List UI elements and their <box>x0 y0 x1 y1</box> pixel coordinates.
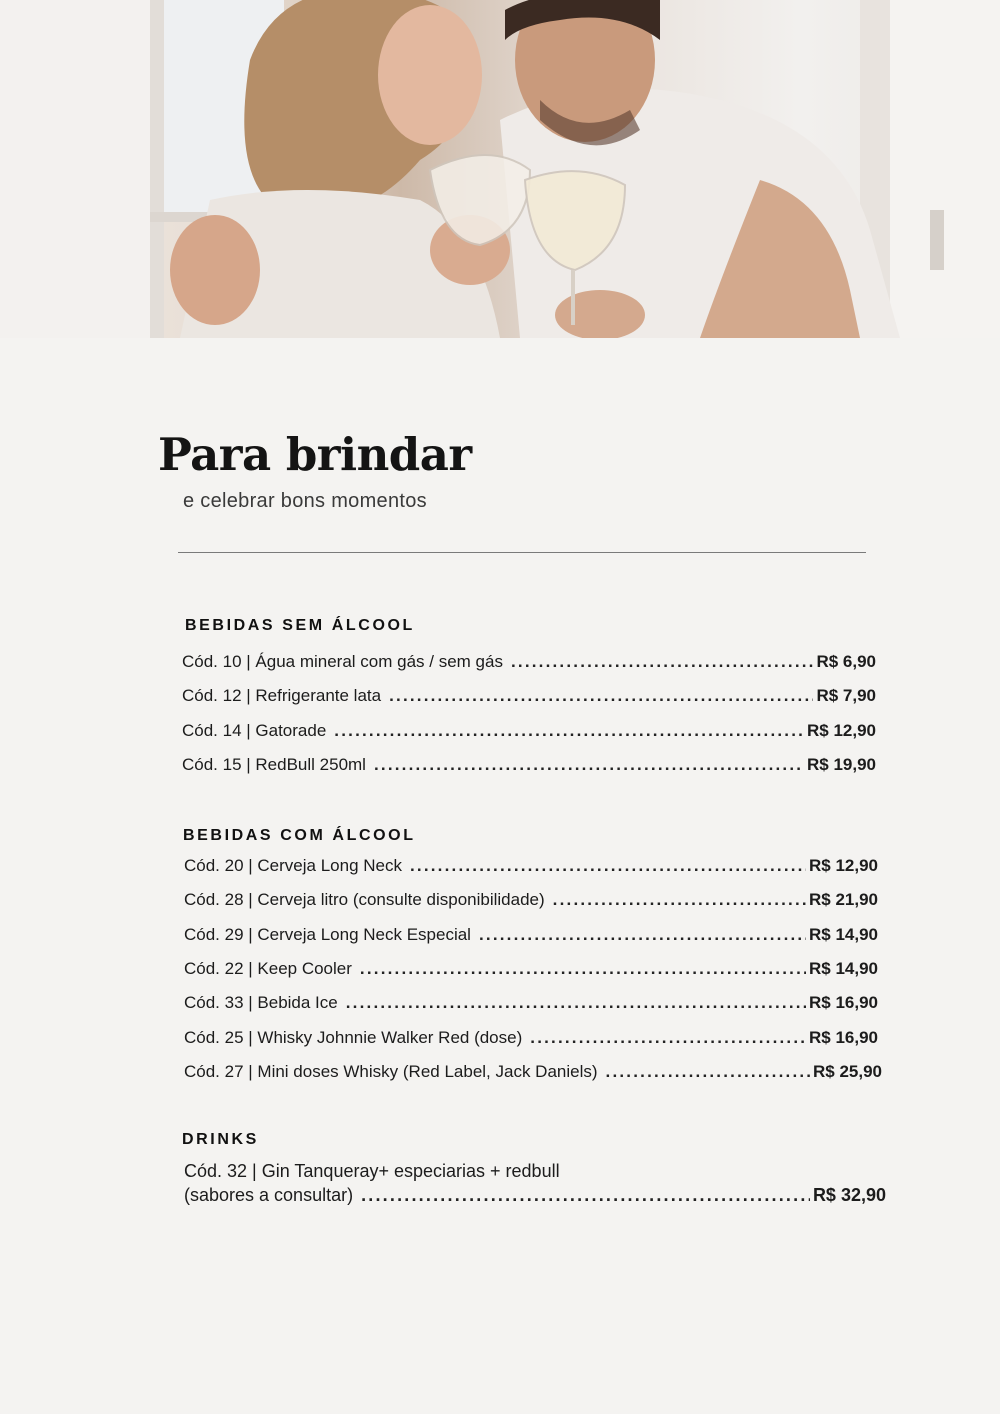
item-name: Cód. 12 | Refrigerante lata <box>182 686 382 705</box>
menu-item <box>184 1185 886 1206</box>
dot-leader <box>334 721 804 741</box>
hero-photo <box>0 0 1000 338</box>
item-price: R$ 6,90 <box>816 652 876 671</box>
menu-item <box>184 925 878 945</box>
dot-leader <box>389 686 813 706</box>
couple-toasting-image <box>0 0 1000 338</box>
item-name: Cód. 10 | Água mineral com gás / sem gás <box>182 652 503 671</box>
dot-leader <box>361 1185 810 1206</box>
dot-leader <box>511 652 813 672</box>
item-name: Cód. 25 | Whisky Johnnie Walker Red (dose) <box>184 1028 523 1047</box>
item-name: Cód. 28 | Cerveja litro (consulte disponibilidade) <box>184 890 545 909</box>
menu-item <box>184 890 878 910</box>
item-price: R$ 14,90 <box>809 959 878 978</box>
page-subtitle: e celebrar bons momentos <box>183 490 427 512</box>
item-price: R$ 12,90 <box>809 856 878 875</box>
dot-leader <box>346 993 806 1013</box>
menu-item <box>182 652 876 672</box>
item-name: Cód. 32 | Gin Tanqueray+ especiarias + redbull <box>184 1161 560 1181</box>
menu-item <box>182 721 876 741</box>
item-price: R$ 16,90 <box>809 1028 878 1047</box>
dot-leader <box>553 890 806 910</box>
title-divider <box>178 552 866 553</box>
dot-leader <box>360 959 806 979</box>
item-name: Cód. 33 | Bebida Ice <box>184 993 338 1012</box>
section-title-sem-alcool: BEBIDAS SEM ÁLCOOL <box>185 617 415 634</box>
menu-item <box>184 1062 882 1082</box>
item-name: Cód. 15 | RedBull 250ml <box>182 755 366 774</box>
menu-item <box>184 993 878 1013</box>
section-title-drinks: DRINKS <box>182 1131 259 1148</box>
item-name: Cód. 14 | Gatorade <box>182 721 327 740</box>
item-price: R$ 12,90 <box>807 721 876 740</box>
item-price: R$ 16,90 <box>809 993 878 1012</box>
item-note: (sabores a consultar) <box>184 1185 354 1205</box>
item-name: Cód. 20 | Cerveja Long Neck <box>184 856 402 875</box>
menu-item <box>184 1028 878 1048</box>
item-name: Cód. 22 | Keep Cooler <box>184 959 352 978</box>
page-title: Para brindar <box>158 428 472 481</box>
item-price: R$ 19,90 <box>807 755 876 774</box>
dot-leader <box>606 1062 810 1082</box>
dot-leader <box>374 755 804 775</box>
dot-leader <box>530 1028 806 1048</box>
item-price: R$ 21,90 <box>809 890 878 909</box>
item-price: R$ 25,90 <box>813 1062 882 1081</box>
item-price: R$ 32,90 <box>812 1185 886 1205</box>
menu-item <box>184 959 878 979</box>
item-name: Cód. 27 | Mini doses Whisky (Red Label, Jack Daniels) <box>184 1062 598 1081</box>
dot-leader <box>479 925 806 945</box>
section-title-com-alcool: BEBIDAS COM ÁLCOOL <box>183 827 416 844</box>
menu-item <box>182 686 876 706</box>
item-name: Cód. 29 | Cerveja Long Neck Especial <box>184 925 471 944</box>
menu-item <box>182 755 876 775</box>
menu-item <box>184 856 878 876</box>
item-price: R$ 7,90 <box>816 686 876 705</box>
item-price: R$ 14,90 <box>809 925 878 944</box>
dot-leader <box>410 856 806 876</box>
